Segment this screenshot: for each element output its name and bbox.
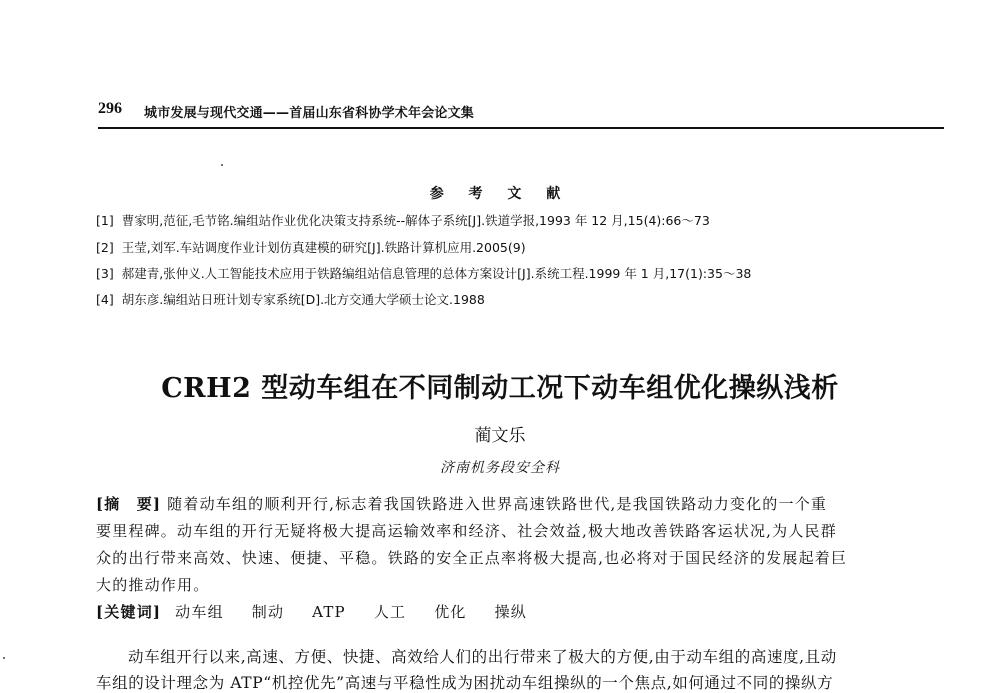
reference-text: 王莹,刘军.车站调度作业计划仿真建模的研究[J].铁路计算机应用.2005(9) (121, 240, 526, 255)
reference-text: 郝建青,张仲义.人工智能技术应用于铁路编组站信息管理的总体方案设计[J].系统工程.1999 年 1 月,17(1):35～38 (121, 266, 752, 281)
abstract-line: 众的出行带来高效、快速、便捷、平稳。铁路的安全正点率将极大提高,也必将对于国民经济的发展起着巨 (96, 549, 848, 567)
keyword: 优化 (434, 603, 467, 621)
reference-item (96, 264, 751, 282)
scan-speck (221, 164, 223, 166)
page-number: 296 (98, 100, 122, 117)
reference-text: 胡东彦.编组站日班计划专家系统[D].北方交通大学硕士论文.1988 (121, 292, 485, 307)
keyword: 人工 (373, 603, 407, 621)
reference-item (96, 290, 485, 308)
affiliation: 济南机务段安全科 (440, 460, 560, 476)
abstract-label: [摘 要] (96, 495, 162, 513)
abstract-line: 大的推动作用。 (96, 576, 210, 594)
reference-number: [2] (96, 240, 114, 255)
header-rule (98, 127, 944, 129)
keywords (96, 601, 549, 622)
references-heading: 参 考 文 献 (429, 186, 571, 202)
running-header (98, 98, 945, 126)
abstract-text: 随着动车组的顺利开行,标志着我国铁路进入世界高速铁路世代,是我国铁路动力变化的一个重 (167, 495, 828, 513)
keyword: 操纵 (494, 603, 527, 621)
abstract-line: 要里程碑。动车组的开行无疑将极大提高运输效率和经济、社会效益,极大地改善铁路客运状况,为人民群 (96, 522, 837, 540)
body-paragraph-line: 动车组开行以来,高速、方便、快捷、高效给人们的出行带来了极大的方便,由于动车组的高速度,且动 (128, 648, 837, 666)
keyword: 制动 (251, 603, 285, 621)
reference-number: [4] (96, 292, 114, 307)
article-title: CRH2 型动车组在不同制动工况下动车组优化操纵浅析 (161, 373, 839, 404)
reference-number: [1] (96, 213, 114, 228)
scan-speck (3, 657, 5, 659)
reference-number: [3] (96, 266, 114, 281)
reference-item (96, 238, 526, 256)
keyword: 动车组 (175, 603, 224, 621)
reference-text: 曹家明,范征,毛节铭.编组站作业优化决策支持系统--解体子系统[J].铁道学报,1993 年 12 月,15(4):66～73 (121, 213, 710, 228)
keywords-label: [关键词] (96, 603, 162, 621)
running-title: 城市发展与现代交通——首届山东省科协学术年会论文集 (144, 106, 475, 121)
keyword: ATP (312, 603, 346, 621)
reference-item (96, 211, 710, 229)
body-paragraph-line: 车组的设计理念为 ATP“机控优先”高速与平稳性成为困扰动车组操纵的一个焦点,如何通过不同的操纵方 (96, 674, 834, 692)
author: 蔺文乐 (474, 426, 526, 446)
abstract-line (96, 493, 827, 514)
